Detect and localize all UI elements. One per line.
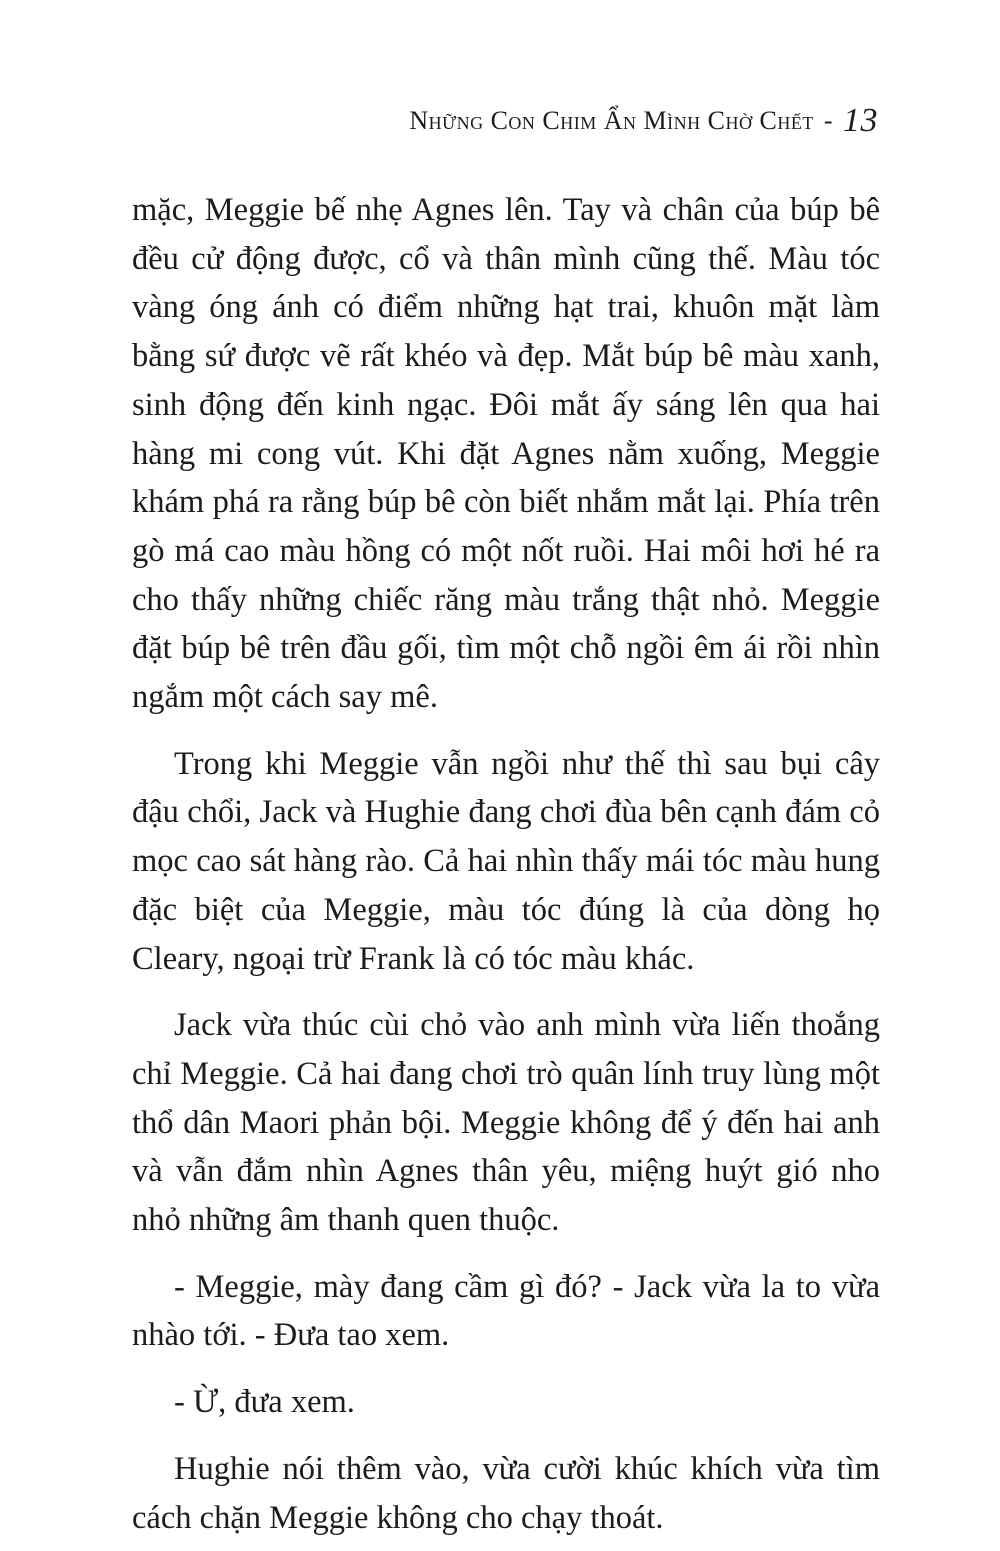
paragraph-4: - Meggie, mày đang cầm gì đó? - Jack vừa la to vừa nhào tới. - Đưa tao xem. — [132, 1268, 880, 1354]
running-header — [409, 100, 878, 138]
paragraph-2: Trong khi Meggie vẫn ngồi như thế thì sau bụi cây đậu chổi, Jack và Hughie đang chơi đùa bên cạnh đám cỏ mọc cao sát hàng rào. Cả hai nhìn thấy mái tóc màu hung đặc biệt của Meggie, màu tóc đúng là của dòng họ Cleary, ngoại trừ Frank là có tóc màu khác. — [132, 745, 880, 977]
body-text — [132, 186, 880, 1542]
paragraph-3: Jack vừa thúc cùi chỏ vào anh mình vừa liến thoắng chỉ Meggie. Cả hai đang chơi trò quân lính truy lùng một thổ dân Maori phản bội. Meggie không để ý đến hai anh và vẫn đắm nhìn Agnes thân yêu, miệng huýt gió nho nhỏ những âm thanh quen thuộc. — [132, 1007, 880, 1239]
header-separator: - — [823, 106, 833, 135]
page-number: 13 — [843, 102, 878, 139]
book-title: Những Con Chim Ẩn Mình Chờ Chết — [409, 106, 814, 135]
paragraph-6: Hughie nói thêm vào, vừa cười khúc khích vừa tìm cách chặn Meggie không cho chạy thoát. — [132, 1450, 880, 1536]
paragraph-5: - Ừ, đưa xem. — [174, 1384, 355, 1421]
paragraph-1: mặc, Meggie bế nhẹ Agnes lên. Tay và chân của búp bê đều cử động được, cổ và thân mình cũng thế. Màu tóc vàng óng ánh có điểm những hạt trai, khuôn mặt làm bằng sứ được vẽ rất khéo và đẹp. Mắt búp bê màu xanh, sinh động đến kinh ngạc. Đôi mắt ấy sáng lên qua hai hàng mi cong vút. Khi đặt Agnes nằm xuống, Meggie khám phá ra rằng búp bê còn biết nhắm mắt lại. Phía trên gò má cao màu hồng có một nốt ruồi. Hai môi hơi hé ra cho thấy những chiếc răng màu trắng thật nhỏ. Meggie đặt búp bê trên đầu gối, tìm một chỗ ngồi êm ái rồi nhìn ngắm một cách say mê. — [132, 192, 880, 716]
